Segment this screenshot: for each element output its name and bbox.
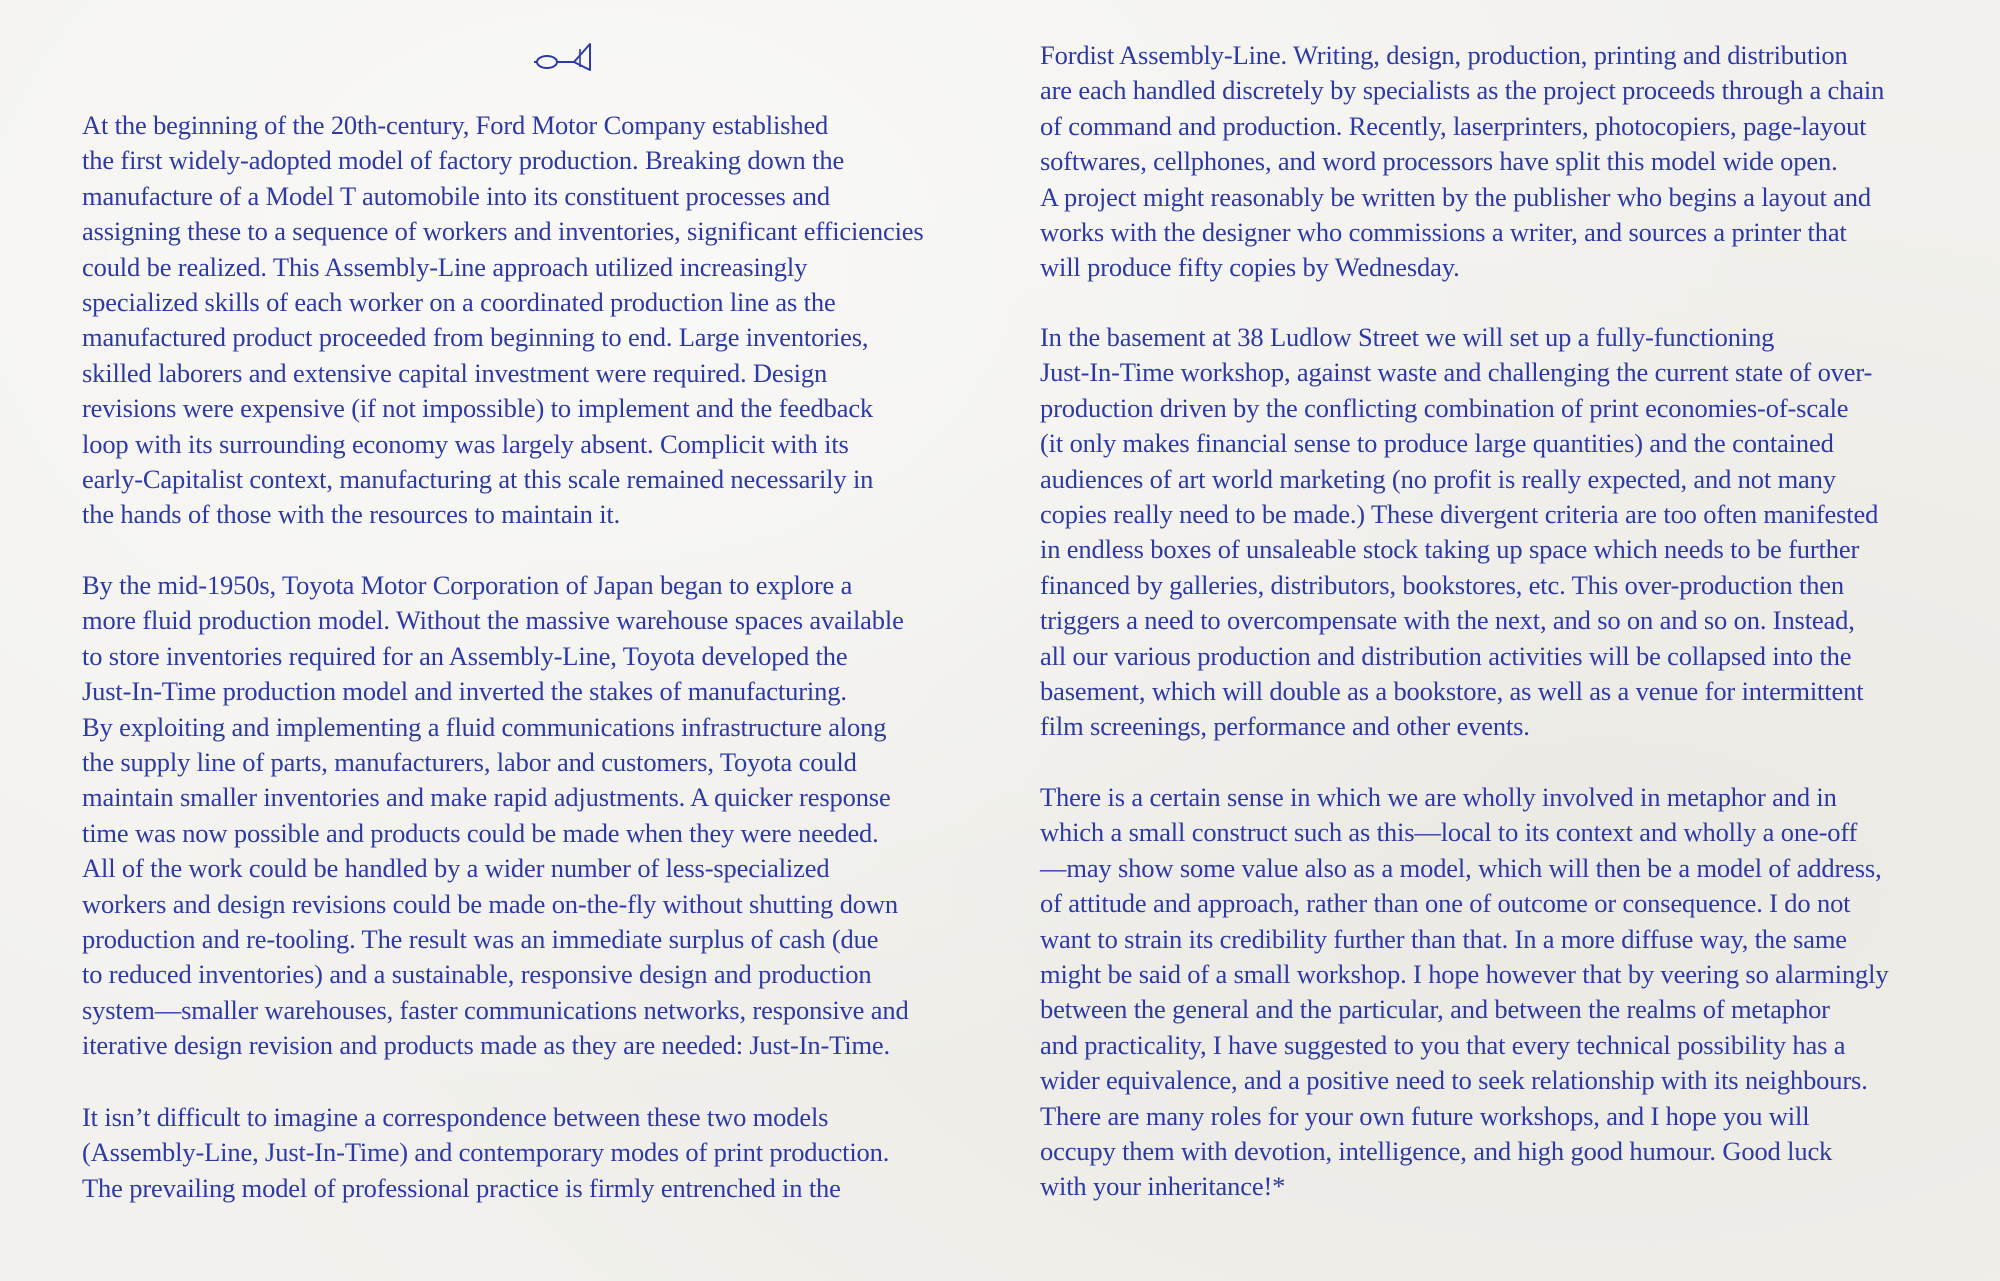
text-line: film screenings, performance and other events.	[1040, 711, 1530, 742]
text-line: iterative design revision and products made as they are needed: Just-In-Time.	[82, 1030, 891, 1061]
text-line: maintain smaller inventories and make rapid adjustments. A quicker response	[82, 782, 891, 813]
text-line: with your inheritance!*	[1040, 1171, 1286, 1202]
text-line: skilled laborers and extensive capital investment were required. Design	[82, 357, 828, 388]
text-line: time was now possible and products could be made when they were needed.	[82, 817, 879, 848]
text-line: production and re-tooling. The result was an immediate surplus of cash (due	[82, 924, 879, 955]
paragraph-fordist	[1040, 38, 1884, 286]
text-line: Just-In-Time workshop, against waste and challenging the current state of over-	[1040, 357, 1873, 388]
text-line: Fordist Assembly-Line. Writing, design, production, printing and distribution	[1040, 40, 1848, 70]
text-line: between the general and the particular, and between the realms of metaphor	[1040, 994, 1830, 1025]
text-line: In the basement at 38 Ludlow Street we will set up a fully-functioning	[1040, 322, 1775, 352]
text-line: early-Capitalist context, manufacturing at this scale remained necessarily in	[82, 464, 874, 495]
text-line: wider equivalence, and a positive need to seek relationship with its neighbours.	[1040, 1065, 1868, 1096]
text-line: loop with its surrounding economy was largely absent. Complicit with its	[82, 428, 849, 459]
text-line: All of the work could be handled by a wider number of less-specialized	[82, 853, 830, 884]
text-line: could be realized. This Assembly-Line approach utilized increasingly	[82, 251, 808, 282]
text-line: (it only makes financial sense to produce large quantities) and the contained	[1040, 428, 1834, 459]
text-line: assigning these to a sequence of workers and inventories, significant efficiencies	[82, 216, 924, 247]
text-line: works with the designer who commissions a writer, and sources a printer that	[1040, 217, 1847, 248]
text-line: manufactured product proceeded from beginning to end. Large inventories,	[82, 322, 869, 353]
text-line: system—smaller warehouses, faster communications networks, responsive and	[82, 994, 909, 1025]
text-line: Just-In-Time production model and inverted the stakes of manufacturing.	[82, 676, 847, 707]
text-line: By the mid-1950s, Toyota Motor Corporation of Japan began to explore a	[82, 570, 853, 600]
text-line: the first widely-adopted model of factory production. Breaking down the	[82, 145, 845, 176]
text-line: workers and design revisions could be made on-the-fly without shutting down	[82, 888, 898, 919]
text-line: copies really need to be made.) These divergent criteria are too often manifested	[1040, 499, 1879, 530]
text-line: will produce fifty copies by Wednesday.	[1040, 252, 1460, 283]
text-line: basement, which will double as a bookstore, as well as a venue for intermittent	[1040, 676, 1864, 707]
text-line: more fluid production model. Without the massive warehouse spaces available	[82, 605, 904, 636]
text-line: production driven by the conflicting combination of print economies-of-scale	[1040, 392, 1849, 423]
text-line: (Assembly-Line, Just-In-Time) and contemporary modes of print production.	[82, 1137, 890, 1168]
paragraph-metaphor	[1040, 780, 1888, 1205]
text-line: A project might reasonably be written by the publisher who begins a layout and	[1040, 181, 1871, 212]
text-line: to reduced inventories) and a sustainable, responsive design and production	[82, 959, 872, 990]
text-line: softwares, cellphones, and word processors have split this model wide open.	[1040, 146, 1838, 177]
text-line: occupy them with devotion, intelligence, and high good humour. Good luck	[1040, 1136, 1833, 1167]
text-line: all our various production and distribution activities will be collapsed into the	[1040, 640, 1852, 671]
text-line: audiences of art world marketing (no profit is really expected, and not many	[1040, 463, 1836, 494]
paragraph-ford	[82, 108, 924, 533]
text-line: in endless boxes of unsaleable stock taking up space which needs to be further	[1040, 534, 1860, 565]
text-line: to store inventories required for an Assembly-Line, Toyota developed the	[82, 640, 848, 671]
text-line: At the beginning of the 20th-century, Ford Motor Company established	[82, 110, 829, 140]
text-line: specialized skills of each worker on a coordinated production line as the	[82, 287, 836, 318]
paragraph-correspondence	[82, 1100, 889, 1206]
text-line: of attitude and approach, rather than one of outcome or consequence. I do not	[1040, 888, 1851, 919]
text-line: —may show some value also as a model, which will then be a model of address,	[1040, 852, 1882, 883]
text-line: There are many roles for your own future workshops, and I hope you will	[1040, 1100, 1810, 1131]
text-line: which a small construct such as this—local to its context and wholly a one-off	[1040, 817, 1858, 848]
text-line: There is a certain sense in which we are wholly involved in metaphor and in	[1040, 782, 1837, 812]
paragraph-toyota	[82, 568, 909, 1064]
text-line: It isn’t difficult to imagine a correspondence between these two models	[82, 1102, 829, 1132]
text-line: of command and production. Recently, laserprinters, photocopiers, page-layout	[1040, 110, 1867, 141]
text-line: are each handled discretely by specialists as the project proceeds through a chain	[1040, 75, 1885, 106]
text-line: revisions were expensive (if not impossible) to implement and the feedback	[82, 393, 874, 424]
text-line: and practicality, I have suggested to you that every technical possibility has a	[1040, 1029, 1846, 1060]
text-line: triggers a need to overcompensate with the next, and so on and so on. Instead,	[1040, 605, 1855, 636]
text-line: The prevailing model of professional practice is firmly entrenched in the	[82, 1172, 841, 1203]
text-line: might be said of a small workshop. I hope however that by veering so alarmingly	[1040, 959, 1889, 990]
horn-glyph-icon	[534, 40, 594, 74]
text-line: the hands of those with the resources to maintain it.	[82, 499, 621, 530]
text-line: By exploiting and implementing a fluid communications infrastructure along	[82, 711, 887, 742]
text-line: financed by galleries, distributors, bookstores, etc. This over-production then	[1040, 569, 1845, 600]
text-line: manufacture of a Model T automobile into its constituent processes and	[82, 180, 831, 211]
text-line: the supply line of parts, manufacturers, labor and customers, Toyota could	[82, 747, 857, 778]
paragraph-ludlow	[1040, 320, 1878, 745]
text-line: want to strain its credibility further than that. In a more diffuse way, the same	[1040, 923, 1847, 954]
